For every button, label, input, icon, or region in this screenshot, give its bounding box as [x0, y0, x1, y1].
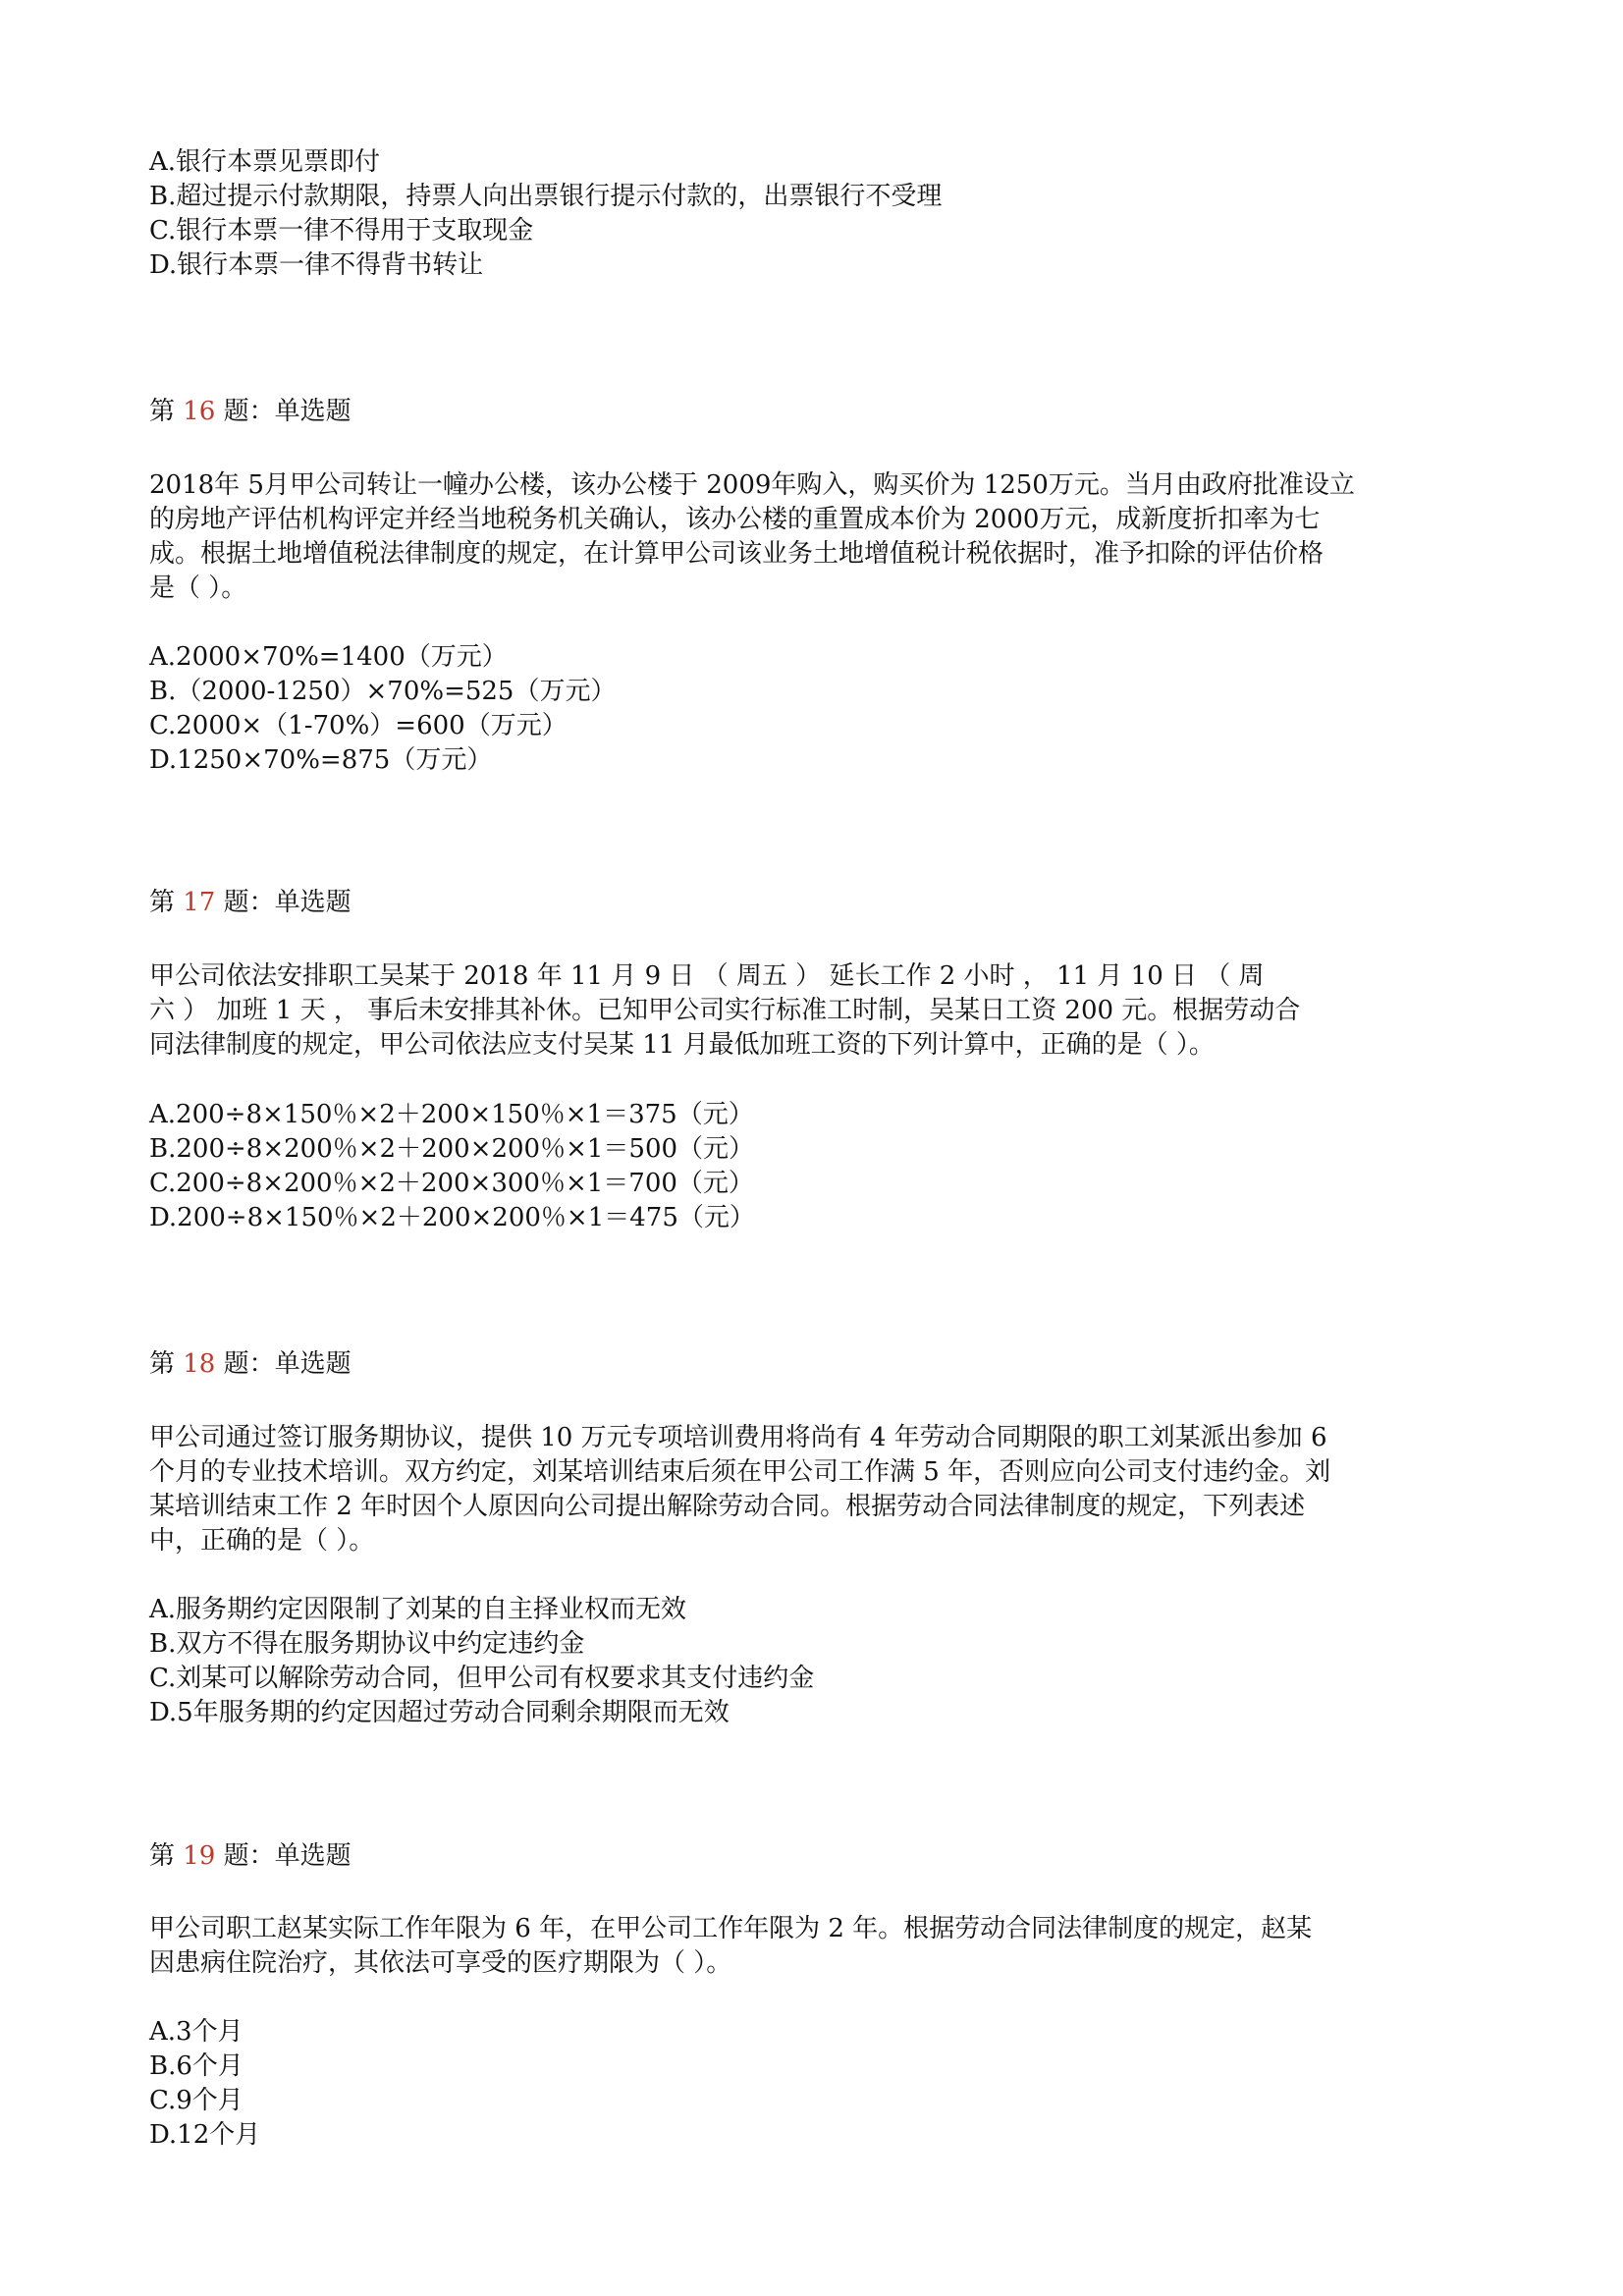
option-c: C.2000×（1-70%）=600（万元）: [149, 711, 568, 740]
heading-prefix: 第: [149, 397, 184, 426]
question-16-options: [149, 640, 1494, 778]
stem-line: 甲公司职工赵某实际工作年限为 6 年，在甲公司工作年限为 2 年。根据劳动合同法律制度的规定，赵某: [149, 1914, 1313, 1943]
heading-prefix: 第: [149, 1841, 184, 1871]
question-19-heading: [149, 1839, 1494, 1874]
question-16-heading: [149, 395, 1494, 429]
question-number: 18: [183, 1349, 216, 1379]
question-18-stem: [149, 1421, 1494, 1558]
option-c: C.200÷8×200％×2＋200×300％×1＝700（元）: [149, 1169, 754, 1198]
stem-line: 甲公司通过签订服务期协议，提供 10 万元专项培训费用将尚有 4 年劳动合同期限的职工刘某派出参加 6: [149, 1423, 1327, 1452]
option-b: B.双方不得在服务期协议中约定违约金: [149, 1629, 585, 1659]
option-b: B.6个月: [149, 2051, 243, 2081]
heading-prefix: 第: [149, 1349, 184, 1379]
option-d: D.银行本票一律不得背书转让: [149, 250, 484, 280]
question-17-options: [149, 1098, 1494, 1235]
option-a: A.3个月: [149, 2017, 243, 2047]
stem-line: 同法律制度的规定，甲公司依法应支付吴某 11 月最低加班工资的下列计算中，正确的是（ ）。: [149, 1030, 1215, 1060]
option-c: C.刘某可以解除劳动合同，但甲公司有权要求其支付违约金: [149, 1664, 815, 1693]
question-17-heading: [149, 886, 1494, 920]
option-b: B.200÷8×200％×2＋200×200％×1＝500（元）: [149, 1134, 755, 1164]
option-a: A.2000×70%=1400（万元）: [149, 642, 508, 672]
option-d: D.5年服务期的约定因超过劳动合同剩余期限而无效: [149, 1698, 730, 1727]
option-a: A.服务期约定因限制了刘某的自主择业权而无效: [149, 1595, 687, 1624]
option-d: D.1250×70%=875（万元）: [149, 745, 493, 775]
option-d: D.200÷8×150％×2＋200×200％×1＝475（元）: [149, 1203, 755, 1232]
question-number: 17: [183, 888, 216, 917]
stem-line: 甲公司依法安排职工吴某于 2018 年 11 月 9 日 （ 周五 ） 延长工作 2 小时 ， 11 月 10 日 （ 周: [149, 961, 1265, 991]
top-options: [149, 145, 1494, 283]
question-18-options: [149, 1593, 1494, 1730]
option-b: B.（2000-1250）×70%=525（万元）: [149, 677, 617, 706]
stem-line: 成。根据土地增值税法律制度的规定，在计算甲公司该业务土地增值税计税依据时，准予扣除的评估价格: [149, 539, 1325, 569]
stem-line: 是（ ）。: [149, 574, 247, 603]
stem-line: 中，正确的是（ ）。: [149, 1526, 375, 1556]
stem-line: 六 ） 加班 1 天 ， 事后未安排其补休。已知甲公司实行标准工时制，吴某日工资 200 元。根据劳动合: [149, 996, 1301, 1025]
option-b: B.超过提示付款期限，持票人向出票银行提示付款的，出票银行不受理: [149, 182, 943, 211]
question-18-heading: [149, 1347, 1494, 1382]
question-16-stem: [149, 468, 1494, 606]
question-number: 19: [183, 1841, 216, 1871]
stem-line: 的房地产评估机构评定并经当地税务机关确认，该办公楼的重置成本价为 2000万元，成新度折扣率为七: [149, 505, 1321, 534]
heading-suffix: 题：单选题: [215, 1841, 352, 1871]
stem-line: 某培训结束工作 2 年时因个人原因向公司提出解除劳动合同。根据劳动合同法律制度的规定，下列表述: [149, 1492, 1306, 1521]
question-19-stem: [149, 1912, 1494, 1981]
option-a: A.200÷8×150％×2＋200×150％×1＝375（元）: [149, 1100, 754, 1129]
option-c: C.9个月: [149, 2086, 243, 2115]
heading-prefix: 第: [149, 888, 184, 917]
option-c: C.银行本票一律不得用于支取现金: [149, 216, 534, 246]
stem-line: 2018年 5月甲公司转让一幢办公楼，该办公楼于 2009年购入，购买价为 1250万元。当月由政府批准设立: [149, 470, 1355, 500]
stem-line: 因患病住院治疗，其依法可享受的医疗期限为（ ）。: [149, 1948, 732, 1978]
heading-suffix: 题：单选题: [215, 1349, 352, 1379]
option-a: A.银行本票见票即付: [149, 147, 381, 177]
question-number: 16: [183, 397, 216, 426]
option-d: D.12个月: [149, 2120, 261, 2150]
heading-suffix: 题：单选题: [215, 397, 352, 426]
question-19-options: [149, 2015, 1494, 2153]
stem-line: 个月的专业技术培训。双方约定，刘某培训结束后须在甲公司工作满 5 年，否则应向公司支付违约金。刘: [149, 1457, 1331, 1487]
heading-suffix: 题：单选题: [215, 888, 352, 917]
question-17-stem: [149, 959, 1494, 1063]
